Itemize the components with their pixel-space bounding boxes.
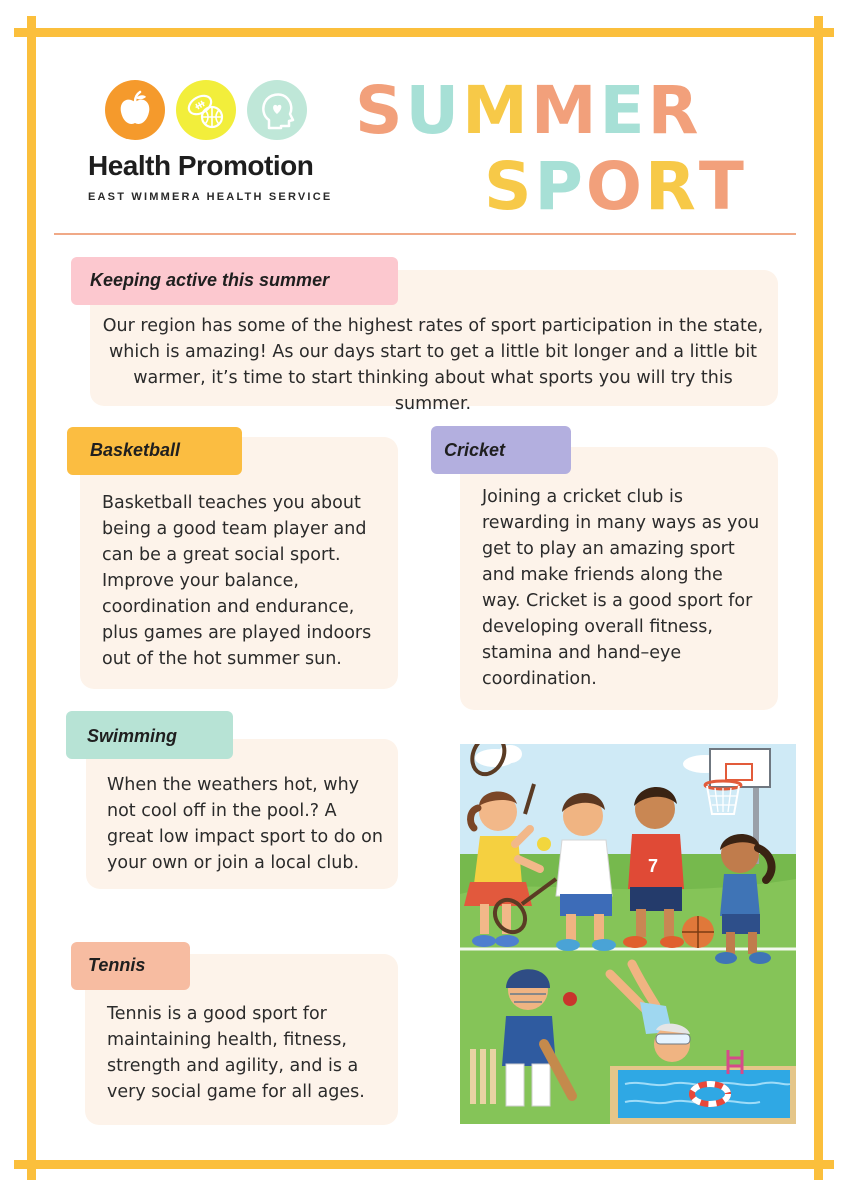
head-heart-icon (247, 80, 307, 140)
cricket-heading: Cricket (444, 440, 506, 460)
hero-letter: O (585, 148, 646, 225)
frame-left (27, 16, 36, 1180)
brand-title: Health Promotion (88, 150, 314, 181)
header-divider (54, 233, 796, 235)
jersey-number: 7 (648, 856, 659, 876)
hero-title-line2 (484, 148, 747, 225)
sports-balls-icon (176, 80, 236, 140)
hero-letter: S (484, 148, 535, 225)
hero-letter: R (647, 72, 702, 149)
hero-letter: E (599, 72, 648, 149)
hero-letter: T (698, 148, 747, 225)
kids-sports-illustration (460, 744, 796, 1124)
intro-heading: Keeping active this summer (90, 270, 330, 290)
hero-title-text-1 (355, 72, 702, 149)
basketball-body: Basketball teaches you about being a good team player and can be a great social sport. Improve your balance, coordination and endurance, plus games are played indoors out of the hot summer sun. (102, 493, 372, 669)
hero-letter: U (405, 72, 463, 149)
hero-letter: P (534, 148, 586, 225)
hero-title-line1 (355, 72, 702, 149)
tennis-body: Tennis is a good sport for maintaining health, fitness, strength and agility, and is a very social game for all ages. (107, 1004, 365, 1102)
hero-letter: S (355, 72, 406, 149)
hero-letter: M (462, 72, 531, 149)
swimming-body: When the weathers hot, why not cool off in the pool.? A great low impact sport to do on your own or join a local club. (107, 775, 383, 873)
cricket-body: Joining a cricket club is rewarding in many ways as you get to play an amazing sport and make friends along the way. Cricket is a good sport for developing overall fitness, stamina and hand–eye coordination. (482, 487, 760, 689)
tennis-heading: Tennis (88, 955, 146, 975)
brand-subtitle: EAST WIMMERA HEALTH SERVICE (88, 191, 333, 203)
hero-letter: R (645, 148, 699, 225)
basketball-heading: Basketball (90, 440, 181, 460)
hero-letter: M (530, 72, 600, 149)
hero-title-text-2 (484, 148, 747, 225)
swimming-heading: Swimming (87, 726, 178, 746)
frame-top (14, 28, 834, 37)
intro-body: Our region has some of the highest rates of sport participation in the state, which is amazing! As our days start to get a little bit longer and a little bit warmer, it’s time to start thinking about what sports you will try this summer. (102, 316, 764, 414)
frame-bottom (14, 1160, 834, 1169)
apple-icon (105, 80, 165, 140)
frame-right (814, 16, 823, 1180)
